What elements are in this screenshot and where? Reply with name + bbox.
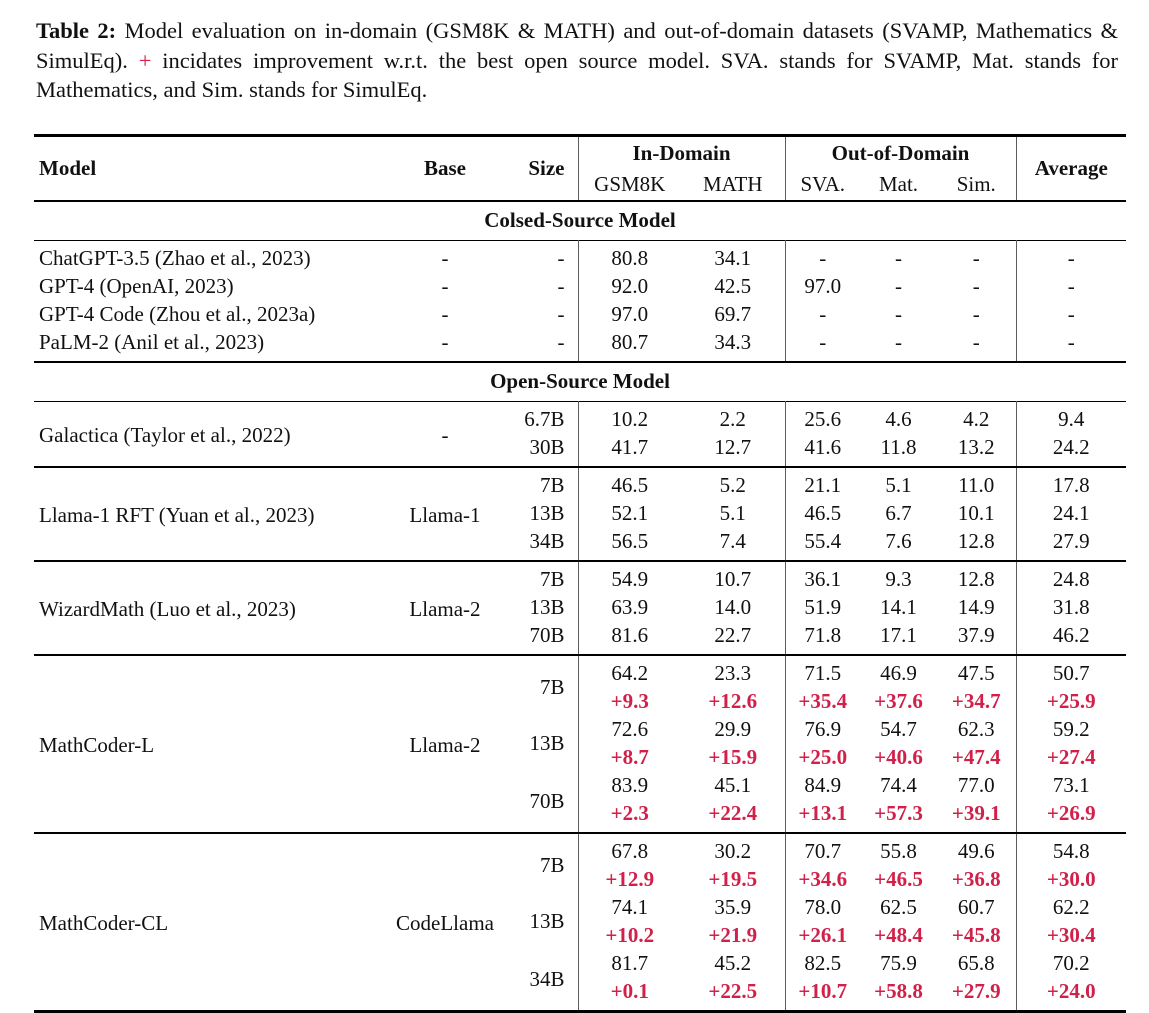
average-value: 31.8: [1016, 594, 1126, 622]
gsm8k-value: 67.8: [578, 833, 681, 866]
caption-text-1: Model evaluation on in-domain (GSM8K & MATH) and out-of-domain datasets (SVAMP, Mathematics & SimulEq).: [36, 18, 1118, 73]
math-delta: +22.5: [708, 979, 758, 1003]
sim-delta: +45.8: [951, 923, 1001, 947]
math-value: 35.9: [714, 895, 752, 919]
size-value: 13B: [529, 595, 565, 619]
sim-delta: +47.4: [951, 745, 1001, 769]
table-row: [34, 655, 1126, 688]
mat-value: 75.9: [880, 951, 917, 975]
mat-value: -: [895, 274, 902, 298]
gsm8k-value: 64.2: [578, 655, 681, 688]
table-row: [34, 833, 1126, 866]
section-closed-source: [34, 201, 1126, 241]
math-delta: +12.6: [708, 689, 758, 713]
mat-value: 46.9: [880, 661, 917, 685]
col-group-in-domain: In-Domain: [578, 135, 785, 170]
math-value: 7.4: [719, 529, 746, 553]
table-row: [34, 467, 1126, 500]
math-delta: +15.9: [708, 745, 758, 769]
gsm8k-value: 46.5: [578, 467, 681, 500]
model-name: ChatGPT-3.5 (Zhao et al., 2023): [39, 246, 311, 270]
size-value: 70B: [529, 789, 565, 813]
sva-value: 71.8: [785, 622, 860, 655]
mat-value: 14.1: [880, 595, 917, 619]
average-delta: +27.4: [1016, 744, 1126, 772]
math-value: 34.3: [714, 330, 752, 354]
sim-value: 65.8: [957, 951, 995, 975]
caption-plus-mark: +: [138, 47, 152, 73]
caption-label: Table 2:: [36, 18, 117, 43]
average-delta: +26.9: [1016, 800, 1126, 833]
size-value: -: [557, 330, 565, 354]
size-value: 6.7B: [524, 407, 565, 431]
math-value: 29.9: [714, 717, 752, 741]
col-header-sim: Sim.: [956, 172, 996, 196]
mat-value: 54.7: [880, 717, 917, 741]
size-value: 30B: [529, 435, 565, 459]
mat-value: -: [895, 330, 902, 354]
sim-value: 12.8: [957, 567, 995, 591]
gsm8k-delta: +9.3: [578, 688, 681, 716]
sva-value: 41.6: [785, 434, 860, 467]
average-delta: +25.9: [1016, 688, 1126, 716]
model-name: Llama-1 RFT (Yuan et al., 2023): [39, 503, 315, 527]
gsm8k-value: 56.5: [578, 528, 681, 561]
gsm8k-value: 63.9: [578, 594, 681, 622]
col-group-out-of-domain: Out-of-Domain: [785, 135, 1016, 170]
table-row: [34, 329, 1126, 362]
math-value: 45.1: [714, 773, 752, 797]
sva-value: 70.7: [785, 833, 860, 866]
base-value: -: [441, 423, 449, 447]
sim-value: 37.9: [957, 623, 995, 647]
average-value: -: [1016, 301, 1126, 329]
base-value: Llama-2: [409, 597, 481, 621]
sva-value: -: [785, 240, 860, 273]
mat-value: 9.3: [885, 567, 912, 591]
gsm8k-value: 81.7: [578, 950, 681, 978]
math-value: 5.1: [719, 501, 746, 525]
model-name: PaLM-2 (Anil et al., 2023): [39, 330, 265, 354]
math-value: 2.2: [719, 407, 746, 431]
results-table: [34, 134, 1126, 1013]
size-value: 13B: [529, 731, 565, 755]
table-row: [34, 401, 1126, 434]
average-value: 46.2: [1016, 622, 1126, 655]
gsm8k-delta: +2.3: [578, 800, 681, 833]
caption-text-2: incidates improvement w.r.t. the best open source model. SVA. stands for SVAMP, Mat. stands for Mathematics, and Sim. stands for SimulEq.: [36, 47, 1118, 102]
sim-delta: +34.7: [951, 689, 1001, 713]
col-header-model: Model: [39, 155, 97, 180]
base-value: -: [441, 246, 449, 270]
gsm8k-value: 83.9: [578, 772, 681, 800]
size-value: -: [557, 302, 565, 326]
group-closed-source-models: [34, 240, 1126, 362]
size-value: 13B: [529, 501, 565, 525]
math-value: 23.3: [714, 661, 752, 685]
sim-value: 47.5: [957, 661, 995, 685]
gsm8k-value: 74.1: [578, 894, 681, 922]
sva-delta: +25.0: [785, 744, 860, 772]
model-name: GPT-4 (OpenAI, 2023): [39, 274, 234, 298]
gsm8k-delta: +0.1: [578, 978, 681, 1012]
sva-delta: +13.1: [785, 800, 860, 833]
sim-delta: +27.9: [951, 979, 1001, 1003]
sim-value: 62.3: [957, 717, 995, 741]
mat-value: 55.8: [880, 839, 917, 863]
average-delta: +30.4: [1016, 922, 1126, 950]
model-name: GPT-4 Code (Zhou et al., 2023a): [39, 302, 316, 326]
size-value: 70B: [529, 623, 565, 647]
sva-value: 82.5: [785, 950, 860, 978]
col-header-sva: SVA.: [785, 170, 860, 201]
sva-value: 97.0: [785, 273, 860, 301]
base-value: CodeLlama: [396, 911, 494, 935]
average-value: -: [1016, 329, 1126, 362]
average-value: 27.9: [1016, 528, 1126, 561]
gsm8k-delta: +10.2: [578, 922, 681, 950]
header-row-groups: [34, 135, 1126, 170]
math-value: 12.7: [714, 435, 752, 459]
sva-value: 84.9: [785, 772, 860, 800]
average-value: 24.2: [1016, 434, 1126, 467]
average-value: 70.2: [1016, 950, 1126, 978]
sva-value: -: [785, 301, 860, 329]
base-value: -: [441, 274, 449, 298]
table-caption: [36, 16, 1118, 105]
math-delta: +21.9: [708, 923, 758, 947]
group-llama1-rft: [34, 467, 1126, 561]
model-name: MathCoder-L: [39, 733, 155, 757]
section-row: [34, 362, 1126, 402]
gsm8k-value: 52.1: [578, 500, 681, 528]
mat-value: -: [895, 246, 902, 270]
gsm8k-delta: +8.7: [578, 744, 681, 772]
sva-value: 71.5: [785, 655, 860, 688]
size-value: 7B: [539, 853, 565, 877]
sim-value: 12.8: [957, 529, 995, 553]
gsm8k-delta: +12.9: [578, 866, 681, 894]
gsm8k-value: 80.7: [578, 329, 681, 362]
sva-value: -: [785, 329, 860, 362]
mat-value: 4.6: [885, 407, 912, 431]
size-value: -: [557, 274, 565, 298]
sva-delta: +10.7: [785, 978, 860, 1012]
gsm8k-value: 80.8: [578, 240, 681, 273]
mat-delta: +58.8: [874, 979, 923, 1003]
size-value: 13B: [529, 909, 565, 933]
math-value: 69.7: [714, 302, 752, 326]
average-value: 54.8: [1016, 833, 1126, 866]
base-value: -: [441, 330, 449, 354]
gsm8k-value: 41.7: [578, 434, 681, 467]
gsm8k-value: 54.9: [578, 561, 681, 594]
average-value: -: [1016, 240, 1126, 273]
math-value: 30.2: [714, 839, 752, 863]
mat-value: 11.8: [880, 435, 917, 459]
sim-value: 49.6: [957, 839, 995, 863]
average-value: -: [1016, 273, 1126, 301]
base-value: -: [441, 302, 449, 326]
sim-value: -: [972, 274, 980, 298]
mat-value: 6.7: [885, 501, 912, 525]
table-row: [34, 301, 1126, 329]
size-value: 7B: [539, 675, 565, 699]
average-value: 50.7: [1016, 655, 1126, 688]
average-value: 62.2: [1016, 894, 1126, 922]
table-row: [34, 273, 1126, 301]
sva-value: 46.5: [785, 500, 860, 528]
col-header-mat: Mat.: [878, 172, 919, 196]
gsm8k-value: 10.2: [578, 401, 681, 434]
sim-delta: +36.8: [951, 867, 1001, 891]
sim-value: 11.0: [958, 473, 995, 497]
sim-delta: +39.1: [951, 801, 1001, 825]
size-value: -: [557, 246, 565, 270]
sim-value: 4.2: [963, 407, 990, 431]
math-value: 45.2: [714, 951, 752, 975]
sva-value: 78.0: [785, 894, 860, 922]
sva-delta: +35.4: [785, 688, 860, 716]
table-row: [34, 240, 1126, 273]
model-name: WizardMath (Luo et al., 2023): [39, 597, 296, 621]
size-value: 34B: [529, 529, 565, 553]
mat-value: 7.6: [885, 529, 912, 553]
gsm8k-value: 72.6: [578, 716, 681, 744]
average-value: 24.1: [1016, 500, 1126, 528]
sva-value: 76.9: [785, 716, 860, 744]
gsm8k-value: 92.0: [578, 273, 681, 301]
mat-delta: +48.4: [874, 923, 923, 947]
average-value: 9.4: [1016, 401, 1126, 434]
sva-delta: +26.1: [785, 922, 860, 950]
col-header-gsm8k: GSM8K: [578, 170, 681, 201]
sim-value: 10.1: [957, 501, 995, 525]
col-header-size: Size: [528, 155, 565, 180]
sva-value: 36.1: [785, 561, 860, 594]
math-value: 34.1: [714, 246, 752, 270]
col-header-average: Average: [1016, 135, 1126, 201]
group-mathcoder-cl: [34, 833, 1126, 1012]
average-value: 59.2: [1016, 716, 1126, 744]
sim-value: 13.2: [957, 435, 995, 459]
mat-delta: +40.6: [874, 745, 923, 769]
section-row: [34, 201, 1126, 241]
mat-value: 74.4: [880, 773, 917, 797]
math-value: 42.5: [714, 274, 752, 298]
math-delta: +19.5: [708, 867, 758, 891]
group-mathcoder-l: [34, 655, 1126, 833]
size-value: 7B: [539, 567, 565, 591]
section-open-source: [34, 362, 1126, 402]
mat-delta: +37.6: [874, 689, 923, 713]
model-name: Galactica (Taylor et al., 2022): [39, 423, 291, 447]
mat-value: 17.1: [880, 623, 917, 647]
math-value: 14.0: [714, 595, 752, 619]
average-value: 24.8: [1016, 561, 1126, 594]
sim-value: 60.7: [957, 895, 995, 919]
table-row: [34, 561, 1126, 594]
sva-value: 55.4: [785, 528, 860, 561]
sim-value: 77.0: [957, 773, 995, 797]
sva-delta: +34.6: [785, 866, 860, 894]
mat-delta: +46.5: [874, 867, 923, 891]
group-wizardmath: [34, 561, 1126, 655]
average-value: 17.8: [1016, 467, 1126, 500]
col-header-math: MATH: [702, 172, 763, 196]
size-value: 34B: [529, 967, 565, 991]
math-value: 10.7: [714, 567, 752, 591]
average-value: 73.1: [1016, 772, 1126, 800]
average-delta: +30.0: [1016, 866, 1126, 894]
math-value: 22.7: [714, 623, 752, 647]
sim-value: -: [972, 246, 980, 270]
sim-value: -: [972, 330, 980, 354]
gsm8k-value: 97.0: [578, 301, 681, 329]
col-header-base: Base: [424, 155, 466, 180]
model-name: MathCoder-CL: [39, 911, 169, 935]
sva-value: 21.1: [785, 467, 860, 500]
size-value: 7B: [539, 473, 565, 497]
section-title-open: Open-Source Model: [490, 369, 670, 393]
sim-value: -: [972, 302, 980, 326]
sva-value: 25.6: [785, 401, 860, 434]
section-title-closed: Colsed-Source Model: [484, 208, 676, 232]
average-delta: +24.0: [1016, 978, 1126, 1012]
math-delta: +22.4: [708, 801, 758, 825]
sim-value: 14.9: [957, 595, 995, 619]
mat-delta: +57.3: [874, 801, 923, 825]
mat-value: 5.1: [885, 473, 912, 497]
gsm8k-value: 81.6: [578, 622, 681, 655]
mat-value: -: [895, 302, 902, 326]
mat-value: 62.5: [880, 895, 917, 919]
group-galactica: [34, 401, 1126, 467]
base-value: Llama-1: [409, 503, 481, 527]
base-value: Llama-2: [409, 733, 481, 757]
math-value: 5.2: [719, 473, 746, 497]
sva-value: 51.9: [785, 594, 860, 622]
table-header: [34, 135, 1126, 201]
